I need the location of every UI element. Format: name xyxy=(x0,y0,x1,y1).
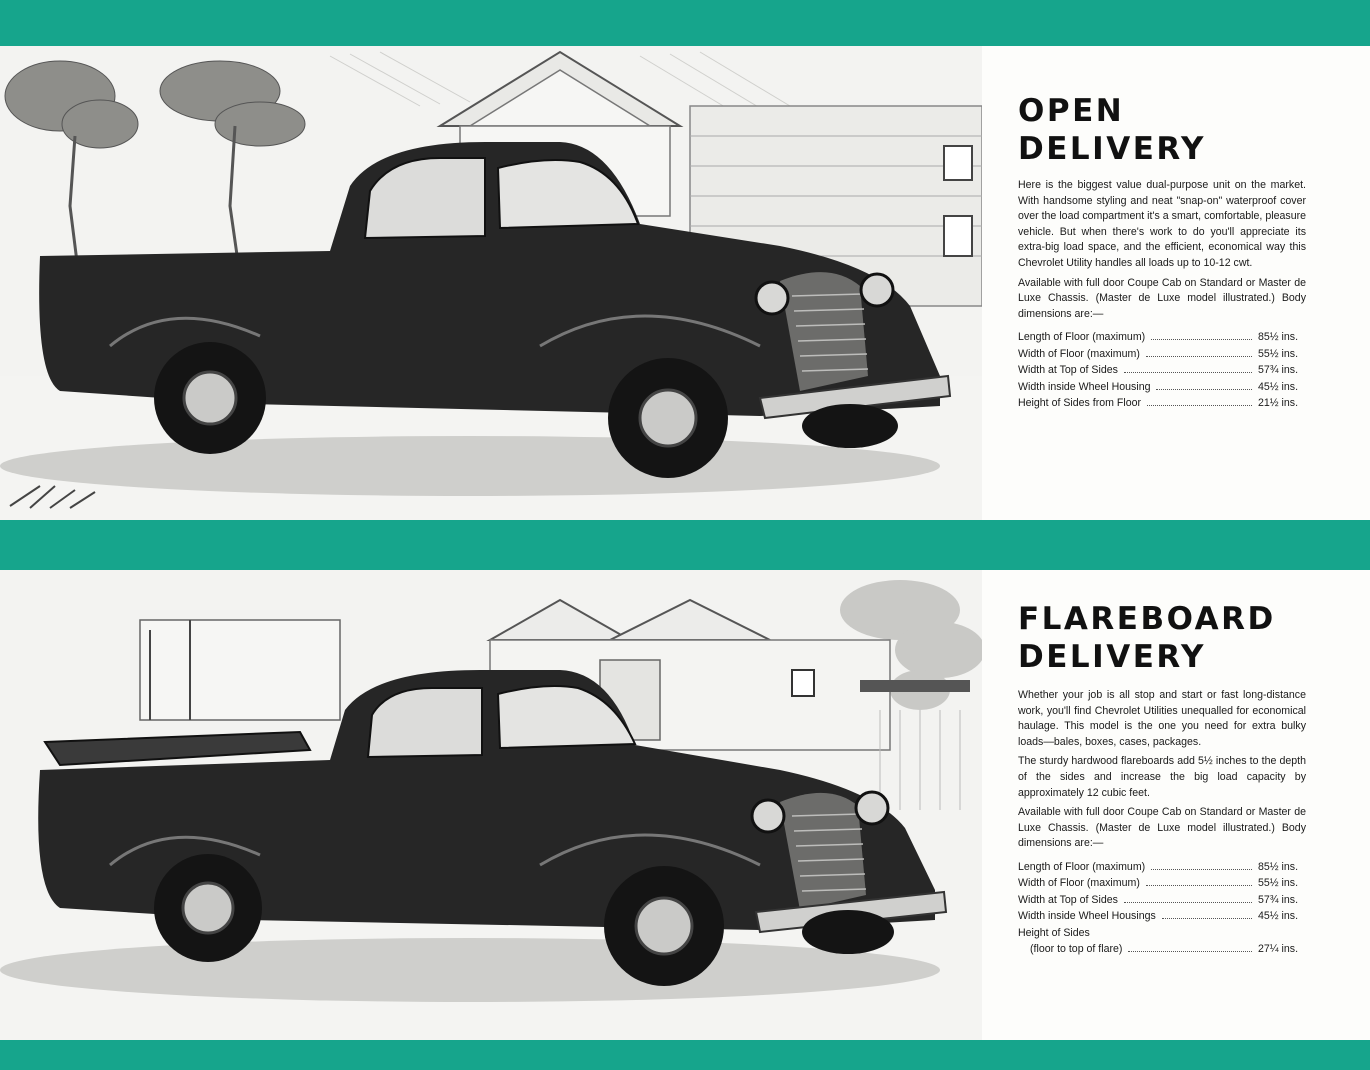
dimension-row xyxy=(1018,892,1304,909)
dimension-label: Height of Sides xyxy=(1018,926,1090,939)
open-delivery-panel xyxy=(0,46,1370,520)
dimension-label: Width inside Wheel Housing xyxy=(1018,380,1151,393)
availability-paragraph: Available with full door Coupe Cab on Standard or Master de Luxe Chassis. (Master de Luxe model illustrated.) Body dimensions are:— xyxy=(1018,276,1306,320)
dimension-row xyxy=(1018,925,1304,942)
flareboard-delivery-illustration xyxy=(0,570,982,1040)
dimension-row xyxy=(1018,875,1304,892)
flareboard-truck-drawing xyxy=(0,570,982,1040)
dotted-leader xyxy=(1156,389,1252,390)
dimension-label: Width inside Wheel Housings xyxy=(1018,910,1156,923)
teal-band-bottom xyxy=(0,1040,1370,1070)
description-paragraph: Here is the biggest value dual-purpose unit on the market. With handsome styling and neat "snap-on" waterproof cover over the load compartment it's a smart, comfortable, pleasure vehicle. But when there's work to do you'll appreciate its extra-big load space, and the efficient, economical way this Chevrolet Utility handles all loads up to 10-12 cwt. xyxy=(1018,179,1306,269)
heading-line: FLAREBOARD xyxy=(1018,601,1276,637)
flareboard-delivery-text xyxy=(1018,570,1306,1040)
dimension-label: Height of Sides from Floor xyxy=(1018,397,1142,410)
dotted-leader xyxy=(1162,918,1252,919)
dimension-value: 57¾ ins. xyxy=(1258,893,1299,906)
dimension-label: Length of Floor (maximum) xyxy=(1018,860,1146,873)
dimension-label: Length of Floor (maximum) xyxy=(1018,331,1146,344)
dimension-label: Width of Floor (maximum) xyxy=(1018,877,1140,890)
dotted-leader xyxy=(1128,951,1252,952)
dimension-row xyxy=(1018,346,1304,363)
description-paragraph: Whether your job is all stop and start or fast long-distance work, you'll find Chevrolet Utilities unequalled for economical haulage. This model is the one you need for extra bulky loads—bales, boxes, cases, packages. xyxy=(1018,689,1306,748)
dotted-leader xyxy=(1146,885,1252,886)
dotted-leader xyxy=(1151,339,1252,340)
heading-line: DELIVERY xyxy=(1018,639,1206,675)
flareboard-paragraph: The sturdy hardwood flareboards add 5½ inches to the depth of the sides and increase the big load capacity by approximately 12 cubic feet. xyxy=(1018,755,1306,799)
dimension-value: 55½ ins. xyxy=(1258,877,1299,890)
dimensions-list xyxy=(1018,859,1306,958)
dimension-value: 57¾ ins. xyxy=(1258,364,1299,377)
teal-band-middle xyxy=(0,520,1370,570)
dimension-label: Width at Top of Sides xyxy=(1018,893,1118,906)
dimension-value: 45½ ins. xyxy=(1258,380,1299,393)
dotted-leader xyxy=(1124,372,1252,373)
dimension-label: Width at Top of Sides xyxy=(1018,364,1118,377)
dimension-value: 85½ ins. xyxy=(1258,860,1299,873)
teal-band-top xyxy=(0,0,1370,46)
dimensions-list xyxy=(1018,329,1306,412)
dimension-row xyxy=(1018,908,1304,925)
dimension-row xyxy=(1018,859,1304,876)
dimension-label: Width of Floor (maximum) xyxy=(1018,347,1140,360)
heading-line: DELIVERY xyxy=(1018,131,1206,167)
dimension-row xyxy=(1018,941,1304,958)
dimension-label: (floor to top of flare) xyxy=(1030,943,1123,956)
open-delivery-heading xyxy=(1018,92,1306,168)
dimension-value: 45½ ins. xyxy=(1258,910,1299,923)
dimension-row xyxy=(1018,329,1304,346)
utility-truck-drawing xyxy=(0,46,982,520)
dimension-row xyxy=(1018,362,1304,379)
dotted-leader xyxy=(1147,405,1252,406)
open-delivery-text xyxy=(1018,46,1306,520)
dotted-leader xyxy=(1146,356,1252,357)
dimension-value: 27¼ ins. xyxy=(1258,943,1299,956)
dimension-value: 85½ ins. xyxy=(1258,331,1299,344)
dotted-leader xyxy=(1151,869,1252,870)
heading-line: OPEN xyxy=(1018,93,1125,129)
dimension-value: 55½ ins. xyxy=(1258,347,1299,360)
flareboard-delivery-heading xyxy=(1018,600,1306,676)
dimension-row xyxy=(1018,379,1304,396)
dimension-value: 21½ ins. xyxy=(1258,397,1299,410)
availability-paragraph: Available with full door Coupe Cab on Standard or Master de Luxe Chassis. (Master de Luxe model illustrated.) Body dimensions are:— xyxy=(1018,806,1306,850)
flareboard-delivery-panel xyxy=(0,570,1370,1040)
dotted-leader xyxy=(1124,902,1252,903)
open-delivery-illustration xyxy=(0,46,982,520)
dimension-row xyxy=(1018,395,1304,412)
